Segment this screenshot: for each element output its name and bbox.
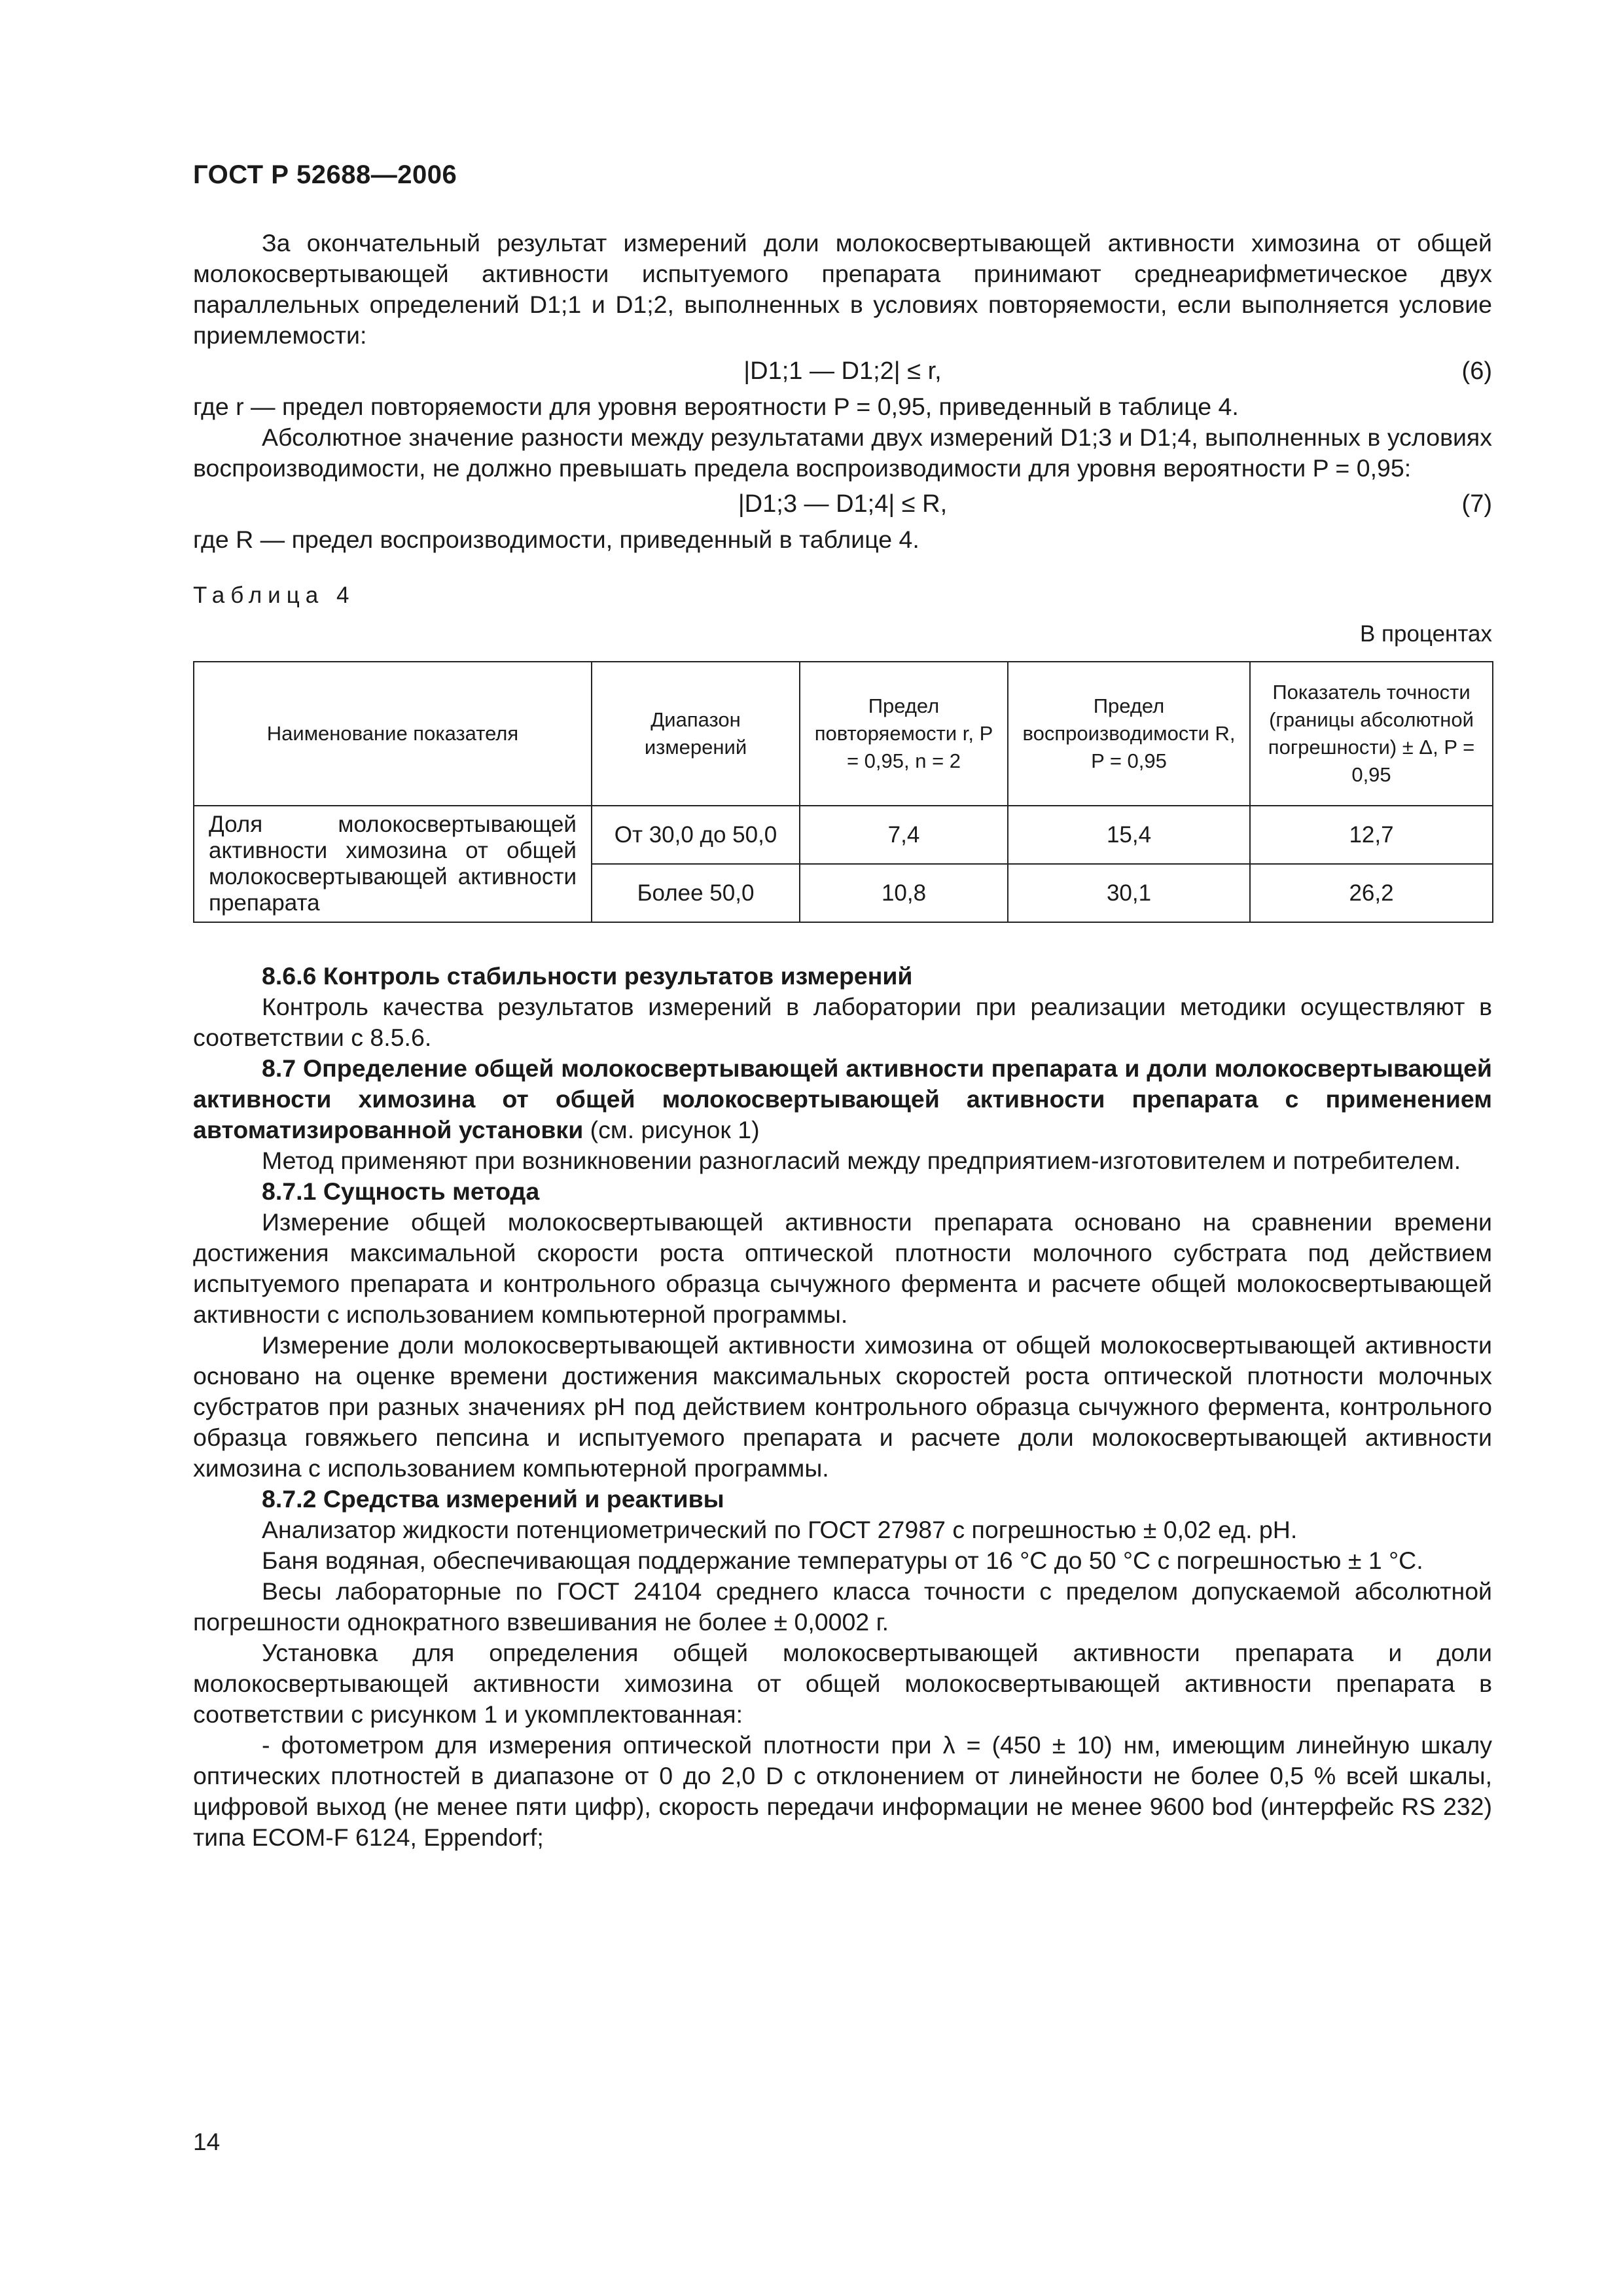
section-8-7-2-title: 8.7.2 Средства измерений и реактивы	[262, 1485, 724, 1513]
accuracy-cell: 12,7	[1250, 806, 1493, 864]
indicator-name-cell: Доля молокосвертывающей активности химозина от общей молокосвертывающей активности препарата	[194, 806, 592, 922]
section-8-7-1-title: 8.7.1 Сущность метода	[262, 1177, 540, 1205]
repeatability-cell: 10,8	[800, 864, 1008, 922]
reproducibility-cell: 30,1	[1008, 864, 1250, 922]
range-cell: Более 50,0	[592, 864, 800, 922]
precision-table	[193, 661, 1493, 923]
formula-6-expression: |D1;1 — D1;2| ≤ r,	[743, 357, 942, 385]
formula-7-number: (7)	[1461, 490, 1492, 518]
range-cell: От 30,0 до 50,0	[592, 806, 800, 864]
header-accuracy-indicator: Показатель точности (границы абсолютной погрешности) ± Δ, P = 0,95	[1250, 662, 1493, 806]
formula-6-number: (6)	[1461, 357, 1492, 385]
table-header-row	[194, 662, 1493, 806]
section-8-7-heading: 8.7 Определение общей молокосвертывающей активности препарата и доли молокосвертывающей активности химозина от общей молокосвертывающей активности препарата с применением автоматизированной установки	[193, 1054, 1492, 1143]
paragraph-final-result: За окончательный результат измерений доли молокосвертывающей активности химозина от общей молокосвертывающей активности испытуемого препарата принимают среднеарифметическое двух параллельных определений D1;1 и D1;2, выполненных в условиях повторяемости, если выполняется условие приемлемости:	[193, 229, 1492, 349]
header-measurement-range: Диапазон измерений	[592, 662, 800, 806]
table-caption: Таблица 4	[193, 583, 355, 608]
repeatability-cell: 7,4	[800, 806, 1008, 864]
formula-6	[193, 351, 1492, 391]
table-row	[194, 806, 1493, 864]
section-8-7-text: Метод применяют при возникновении разногласий между предприятием-изготовителем и потребителем.	[262, 1147, 1461, 1174]
page-content	[193, 228, 1492, 1853]
paragraph-absolute-difference: Абсолютное значение разности между результатами двух измерений D1;3 и D1;4, выполненных в условиях воспроизводимости, не должно превышать предела воспроизводимости для уровня вероятности P = 0,95:	[193, 423, 1492, 482]
section-8-7-2-paragraph-5: - фотометром для измерения оптической плотности при λ = (450 ± 10) нм, имеющим линейную шкалу оптических плотностей в диапазоне от 0 до 2,0 D с отклонением от линейности не более 0,5 % всей шкалы, цифровой выход (не менее пяти цифр), скорость передачи информации не менее 9600 bod (интерфейс RS 232) типа ECOM-F 6124, Eppendorf;	[193, 1731, 1492, 1851]
paragraph-repeatability-limit: где r — предел повторяемости для уровня вероятности P = 0,95, приведенный в таблице 4.	[193, 393, 1239, 420]
section-8-7-1-paragraph-1: Измерение общей молокосвертывающей активности препарата основано на сравнении времени достижения максимальной скорости роста оптической плотности молочного субстрата под действием испытуемого препарата и контрольного образца сычужного фермента и расчете общей молокосвертывающей активности с использованием компьютерной программы.	[193, 1208, 1492, 1328]
header-indicator-name: Наименование показателя	[194, 662, 592, 806]
section-8-7-2-paragraph-1: Анализатор жидкости потенциометрический по ГОСТ 27987 с погрешностью ± 0,02 ед. pH.	[262, 1516, 1298, 1543]
header-reproducibility-limit: Предел воспроизводимости R, P = 0,95	[1008, 662, 1250, 806]
section-8-7-title	[193, 1053, 1492, 1145]
standard-header: ГОСТ Р 52688—2006	[193, 160, 457, 189]
reproducibility-cell: 15,4	[1008, 806, 1250, 864]
formula-7	[193, 484, 1492, 524]
formula-7-expression: |D1;3 — D1;4| ≤ R,	[738, 490, 948, 518]
header-repeatability-limit: Предел повторяемости r, P = 0,95, n = 2	[800, 662, 1008, 806]
section-8-7-figure-ref: (см. рисунок 1)	[583, 1116, 760, 1143]
accuracy-cell: 26,2	[1250, 864, 1493, 922]
page-number: 14	[193, 2128, 221, 2155]
section-8-7-2-paragraph-4: Установка для определения общей молокосвертывающей активности препарата и доли молокосвертывающей активности химозина от общей молокосвертывающей активности препарата в соответствии с рисунком 1 и укомплектованная:	[193, 1639, 1492, 1728]
section-8-6-6-text: Контроль качества результатов измерений в лаборатории при реализации методики осуществляют в соответствии с 8.5.6.	[193, 993, 1492, 1051]
table-units: В процентах	[1359, 621, 1492, 647]
section-8-7-1-paragraph-2: Измерение доли молокосвертывающей активности химозина от общей молокосвертывающей активности основано на оценке времени достижения максимальных скоростей роста оптической плотности молочных субстратов при разных значениях pH под действием контрольного образца сычужного фермента, контрольного образца говяжьего пепсина и испытуемого препарата и расчете доли молокосвертывающей активности химозина с использованием компьютерной программы.	[193, 1331, 1492, 1482]
section-8-6-6-title: 8.6.6 Контроль стабильности результатов измерений	[262, 962, 913, 990]
section-8-7-2-paragraph-3: Весы лабораторные по ГОСТ 24104 среднего класса точности с пределом допускаемой абсолютной погрешности однократного взвешивания не более ± 0,0002 г.	[193, 1577, 1492, 1636]
section-8-7-2-paragraph-2: Баня водяная, обеспечивающая поддержание температуры от 16 °С до 50 °С с погрешностью ± 1 °С.	[262, 1547, 1423, 1574]
paragraph-reproducibility-limit: где R — предел воспроизводимости, приведенный в таблице 4.	[193, 526, 919, 553]
